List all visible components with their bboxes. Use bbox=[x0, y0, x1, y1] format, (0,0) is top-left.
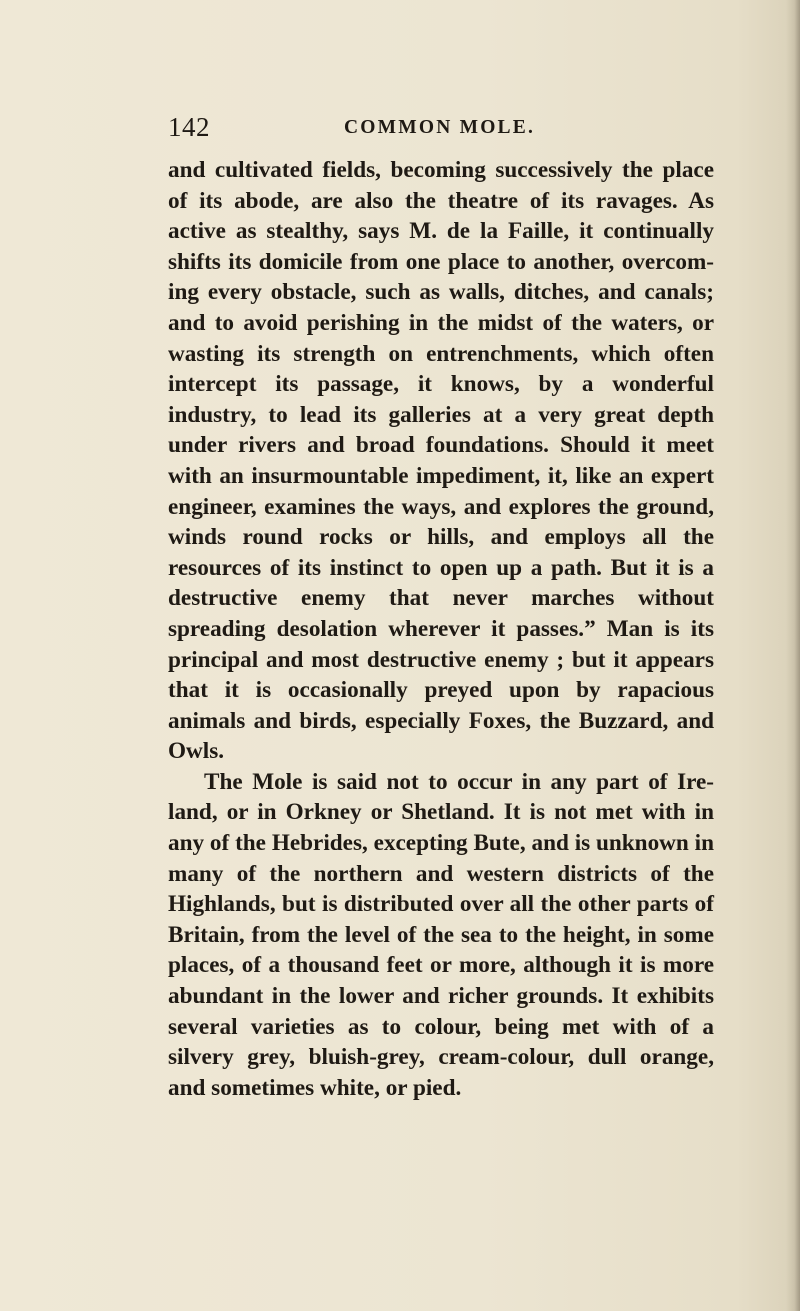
page-edge-shadow bbox=[786, 0, 800, 1311]
running-head: COMMON MOLE. bbox=[344, 117, 536, 138]
body-text bbox=[168, 155, 714, 1103]
page-header bbox=[168, 112, 728, 142]
page-number: 142 bbox=[168, 112, 210, 142]
paragraph-2: The Mole is said not to occur in any part of Ireland, or in Orkney or Shetland. It is not met with in any of the Hebrides, excepting Bute, and is unknown in many of the northern and western districts of the Highlands, but is distributed over all the other parts of Britain, from the level of the sea to the height, in some places, of a thousand feet or more, although it is more abundant in the lower and richer grounds. It exhibits several varieties as to colour, being met with of a silvery grey, bluish-grey, cream-colour, dull orange, and sometimes white, or pied. bbox=[168, 768, 714, 1101]
paragraph-1: and cultivated fields, becoming successively the place of its abode, are also the theatre of its ravages. As active as stealthy, says M. de la Faille, it continually shifts its domicile from one place to another, overcoming every obstacle, such as walls, ditches, and canals; and to avoid perishing in the midst of the waters, or wasting its strength on entrenchments, which often intercept its passage, it knows, by a wonderful industry, to lead its galleries at a very great depth under rivers and broad foundations. Should it meet with an insurmountable impediment, it, like an expert engineer, examines the ways, and explores the ground, winds round rocks or hills, and employs all the resources of its instinct to open up a path. But it is a destructive enemy that never marches without spreading desolation wherever it passes.” Man is its principal and most destructive enemy ; but it appears that it is occasionally preyed upon by rapacious animals and birds, especially Foxes, the Buzzard, and Owls. bbox=[168, 157, 714, 765]
